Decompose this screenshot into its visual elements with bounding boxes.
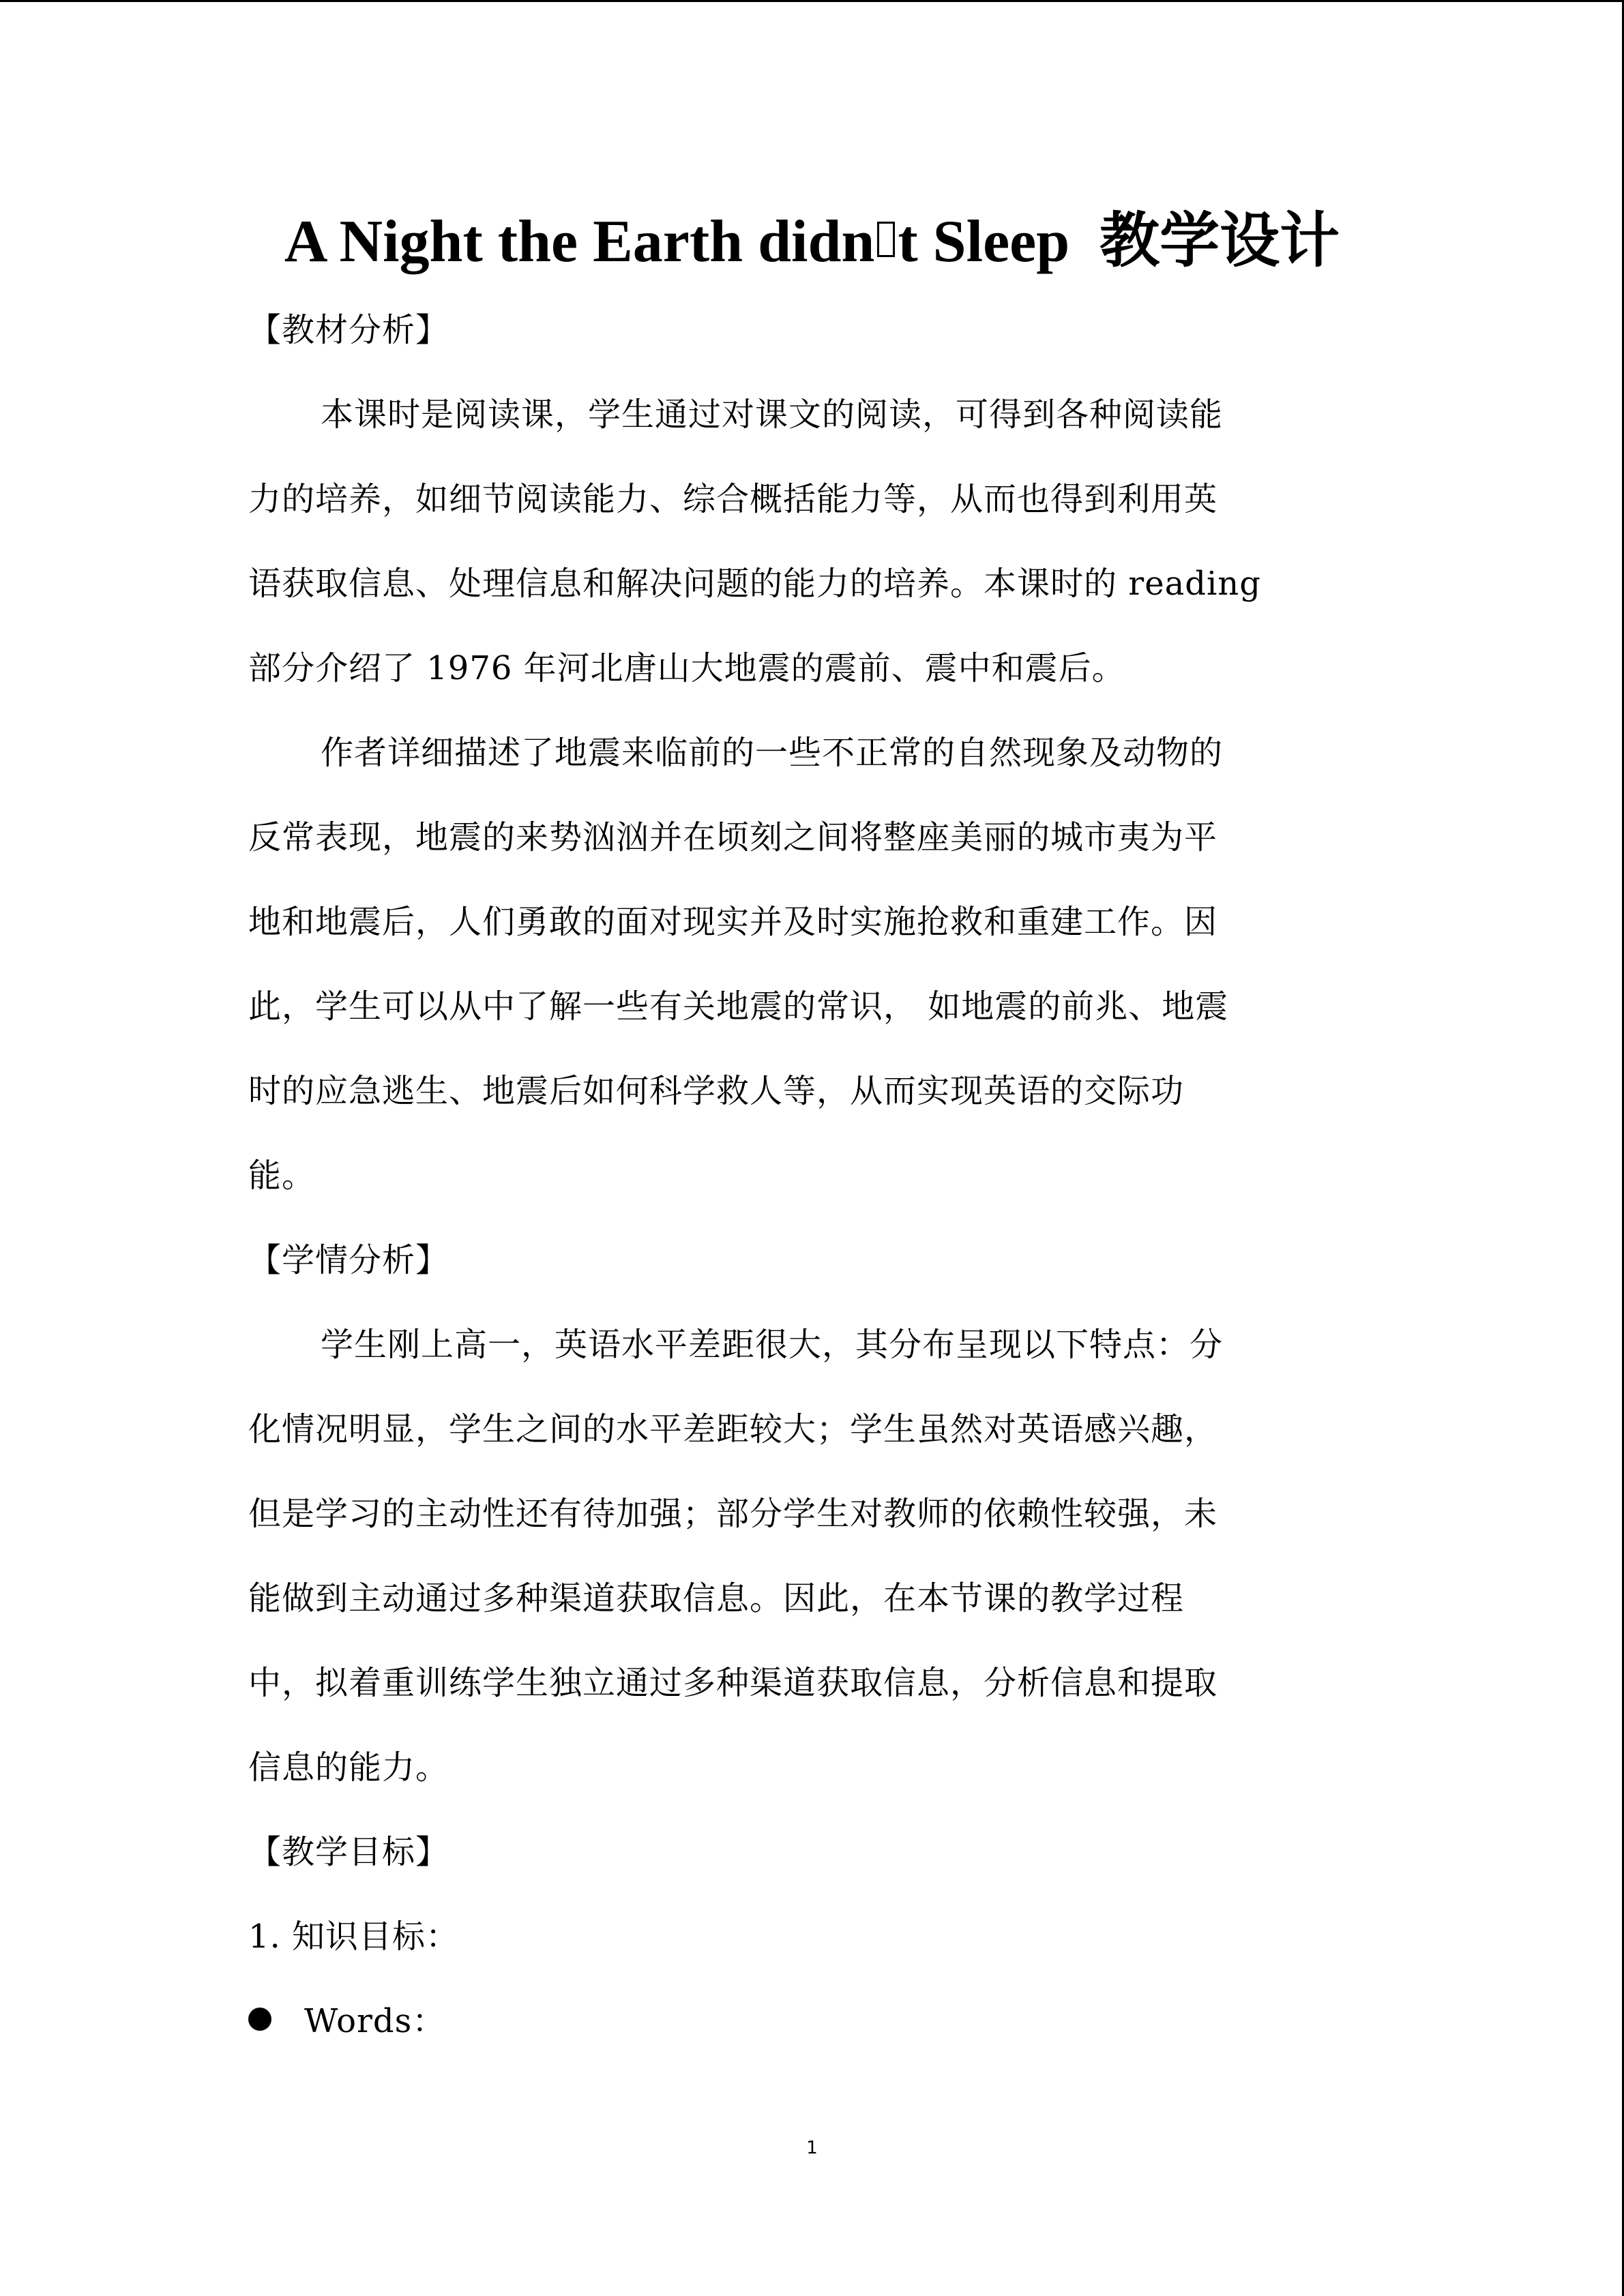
paragraph-line: 语获取信息、处理信息和解决问题的能力的培养。本课时的 reading xyxy=(248,565,1261,603)
page-number: 1 xyxy=(806,2138,818,2158)
section-heading-teaching-objectives: 【教学目标】 xyxy=(248,1833,449,1871)
title-chinese: 教学设计 xyxy=(1099,209,1340,275)
paragraph-line: 时的应急逃生、地震后如何科学救人等，从而实现英语的交际功 xyxy=(248,1072,1185,1110)
paragraph-line: 化情况明显，学生之间的水平差距较大；学生虽然对英语感兴趣， xyxy=(248,1410,1218,1448)
paragraph-line: 中，拟着重训练学生独立通过多种渠道获取信息，分析信息和提取 xyxy=(248,1664,1218,1702)
title-part-2: t Sleep xyxy=(898,209,1070,275)
paragraph-line: 但是学习的主动性还有待加强；部分学生对教师的依赖性较强，未 xyxy=(248,1495,1218,1533)
title-part-1: A Night the Earth didn xyxy=(284,209,875,275)
paragraph-line: 部分介绍了 1976 年河北唐山大地震的震前、震中和震后。 xyxy=(248,649,1125,687)
bullet-item-words xyxy=(248,1999,445,2043)
paragraph-line: 能做到主动通过多种渠道获取信息。因此，在本节课的教学过程 xyxy=(248,1579,1185,1617)
paragraph-line: 作者详细描述了地震来临前的一些不正常的自然现象及动物的 xyxy=(321,734,1224,772)
paragraph-line: 本课时是阅读课，学生通过对课文的阅读，可得到各种阅读能 xyxy=(321,396,1224,434)
section-heading-student-analysis: 【学情分析】 xyxy=(248,1241,449,1279)
document-title xyxy=(0,201,1624,283)
missing-glyph-box xyxy=(877,222,895,257)
paragraph-line: 反常表现，地震的来势汹汹并在顷刻之间将整座美丽的城市夷为平 xyxy=(248,818,1218,856)
paragraph-line: 学生刚上高一，英语水平差距很大，其分布呈现以下特点：分 xyxy=(321,1326,1224,1364)
paragraph-line: 地和地震后，人们勇敢的面对现实并及时实施抢救和重建工作。因 xyxy=(248,903,1218,941)
paragraph-line: 信息的能力。 xyxy=(248,1748,449,1787)
paragraph-line: 能。 xyxy=(248,1157,316,1195)
section-heading-material-analysis: 【教材分析】 xyxy=(248,311,449,349)
bullet-dot-icon xyxy=(248,2008,271,2031)
paragraph-line: 力的培养，如细节阅读能力、综合概括能力等，从而也得到利用英 xyxy=(248,480,1218,518)
numbered-item-knowledge-objective: 1. 知识目标： xyxy=(248,1918,460,1956)
bullet-item-label: Words： xyxy=(304,2002,446,2040)
paragraph-line: 此，学生可以从中了解一些有关地震的常识， 如地震的前兆、地震 xyxy=(248,987,1229,1026)
